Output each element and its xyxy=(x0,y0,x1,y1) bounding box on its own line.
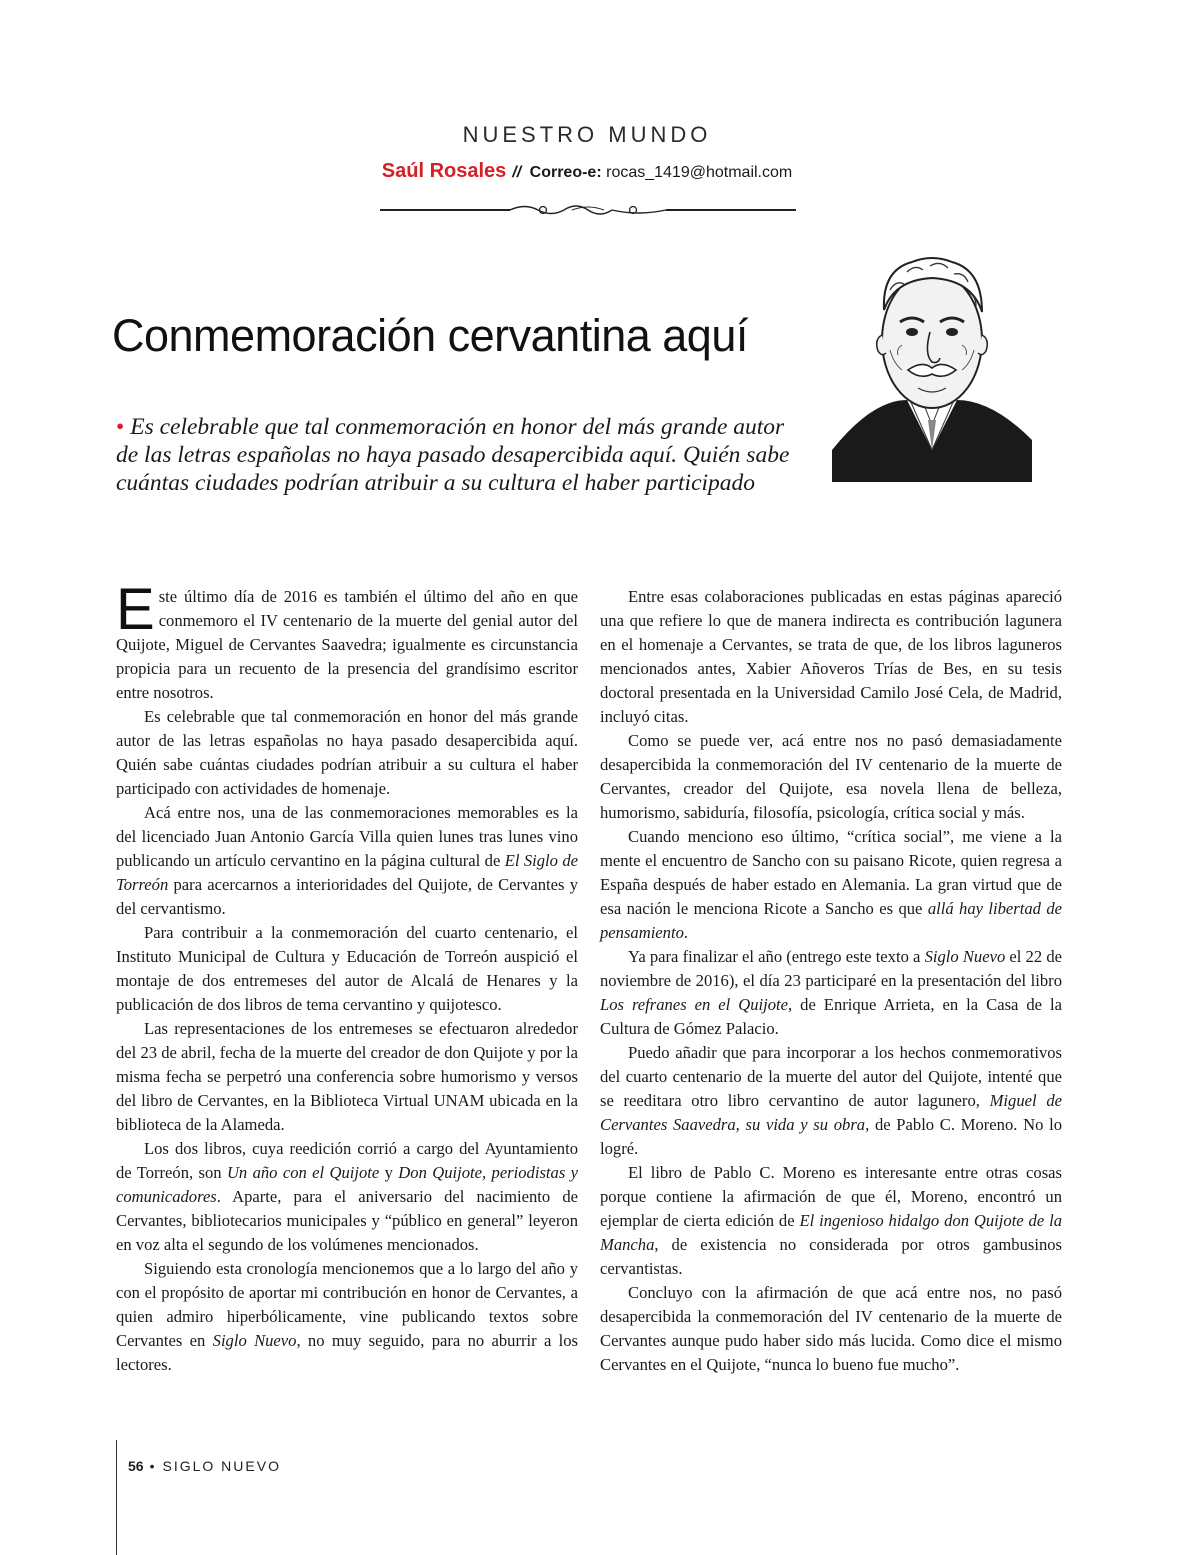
bullet-icon: • xyxy=(116,414,125,440)
paragraph-text: Ya para finalizar el año (entrego este texto a xyxy=(628,947,925,966)
email-label: Correo-e: xyxy=(529,164,602,181)
book-title: El ingenioso hidalgo don Quijote de la Mancha xyxy=(600,1211,1063,1254)
quote-text: allá hay libertad de pensamiento xyxy=(600,899,1062,942)
author-name: Saúl Rosales xyxy=(381,160,507,182)
paragraph-text: Los dos libros, cuya reedición corrió a cargo del Ayuntamiento de Torreón, son xyxy=(116,1139,578,1182)
drop-cap: E xyxy=(116,577,155,642)
book-title: Los refranes en el Quijote xyxy=(600,995,789,1014)
paragraph-text: . xyxy=(683,923,689,942)
paragraph xyxy=(116,1257,578,1377)
ornament-divider-icon xyxy=(380,200,796,220)
paragraph-text: Acá entre nos, una de las conmemoraciones memorables es la del licenciado Juan Antonio García Villa quien lunes tras lunes vino publicando un artículo cervantino en la página cultural de xyxy=(116,803,578,870)
paragraph: Para contribuir a la conmemoración del cuarto centenario, el Instituto Municipal de Cultura y Educación de Torreón auspició el montaje de dos entremeses del autor de Alcalá de Henares y la publicación de dos libros de tema cervantino y quijotesco. xyxy=(116,923,578,1014)
page-number: 56 xyxy=(128,1458,144,1474)
paragraph-text: , de existencia no considerada por otros gambusinos cervantistas. xyxy=(600,1235,1062,1278)
publication-title: El Siglo de Torreón xyxy=(116,851,578,894)
article-column-2 xyxy=(600,585,1062,1377)
paragraph xyxy=(600,945,1062,1041)
paragraph xyxy=(116,801,578,921)
article-column-1 xyxy=(116,577,578,1377)
book-title: Miguel de Cervantes Saavedra, su vida y su obra xyxy=(600,1091,1062,1134)
magazine-name: SIGLO NUEVO xyxy=(162,1458,281,1474)
lead-text: Es celebrable que tal conmemoración en honor del más grande autor de las letras españolas no haya pasado desapercibida aquí. Quién sabe cuántas ciudades podrían atribuir a su cultura el haber participado xyxy=(116,414,790,496)
paragraph-text: el 22 de noviembre de 2016), el día 23 participaré en la presentación del libro xyxy=(600,947,1062,990)
paragraph xyxy=(600,825,1062,945)
footer-rule xyxy=(116,1440,117,1555)
paragraph xyxy=(116,577,578,705)
publication-title: Siglo Nuevo xyxy=(212,1331,297,1350)
book-title: Don Quijote, periodistas y comunicadores xyxy=(116,1163,578,1206)
page-folio xyxy=(128,1458,281,1474)
paragraph-text: , de Pablo C. Moreno. No lo logré. xyxy=(600,1115,1062,1158)
paragraph-text: y xyxy=(379,1163,399,1182)
folio-dot: • xyxy=(149,1458,157,1474)
byline-separator: // xyxy=(512,164,522,181)
author-portrait-illustration xyxy=(832,250,1032,482)
section-title: NUESTRO MUNDO xyxy=(462,122,712,147)
paragraph-text: , de Enrique Arrieta, en la Casa de la Cultura de Gómez Palacio. xyxy=(600,995,1062,1038)
paragraph: Como se puede ver, acá entre nos no pasó demasiadamente desapercibida la conmemoración del IV centenario de la muerte de Cervantes, creador del Quijote, esa novela llena de belleza, humorismo, sabiduría, filosofía, psicología, crítica social y más. xyxy=(600,731,1062,822)
paragraph xyxy=(116,1137,578,1257)
author-email: rocas_1419@hotmail.com xyxy=(606,164,793,181)
byline xyxy=(0,160,1174,183)
book-title: Un año con el Quijote xyxy=(226,1163,380,1182)
paragraph: Es celebrable que tal conmemoración en honor del más grande autor de las letras españolas no haya pasado desapercibida aquí. Quién sabe cuántas ciudades podrían atribuir a su cultura el haber participado con actividades de homenaje. xyxy=(116,707,578,798)
paragraph: Concluyo con la afirmación de que acá entre nos, no pasó desapercibida la conmemoración del IV centenario de la muerte de Cervantes aunque pudo haber sido más lucida. Como dice el mismo Cervantes en el Quijote, “nunca lo bueno fue mucho”. xyxy=(600,1283,1062,1374)
paragraph-text: , no muy seguido, para no aburrir a los lectores. xyxy=(116,1331,578,1374)
article-lead xyxy=(116,413,806,497)
paragraph-text: para acercarnos a interioridades del Quijote, de Cervantes y del cervantismo. xyxy=(116,875,578,918)
paragraph-text: . Aparte, para el aniversario del nacimiento de Cervantes, bibliotecarios municipales y “público en general” leyeron en voz alta el segundo de los volúmenes mencionados. xyxy=(116,1187,578,1254)
paragraph: Las representaciones de los entremeses se efectuaron alrededor del 23 de abril, fecha de la muerte del creador de don Quijote y por la misma fecha se perpetró una conferencia sobre humorismo y versos del libro de Cervantes, en la Biblioteca Virtual UNAM ubicada en la biblioteca de la Alameda. xyxy=(116,1019,578,1134)
paragraph: Entre esas colaboraciones publicadas en estas páginas apareció una que refiere lo que de manera indirecta es contribución lagunera en el homenaje a Cervantes, se trata de que, de los libros laguneros mencionados antes, Xabier Añoveros Trías de Bes, en su tesis doctoral presentada en la Universidad Camilo José Cela, de Madrid, incluyó citas. xyxy=(600,587,1062,726)
paragraph-text: Cuando menciono eso último, “crítica social”, me viene a la mente el encuentro de Sancho con su paisano Ricote, quien regresa a España después de haber estado en Alemania. La gran virtud que de esa nación le menciona Ricote a Sancho es que xyxy=(600,827,1062,918)
article-title: Conmemoración cervantina aquí xyxy=(112,310,748,361)
paragraph xyxy=(600,1041,1062,1161)
paragraph-text: El libro de Pablo C. Moreno es interesante entre otras cosas porque contiene la afirmación de que él, Moreno, encontró un ejemplar de cierta edición de xyxy=(600,1163,1062,1230)
publication-title: Siglo Nuevo xyxy=(924,947,1006,966)
paragraph-text: Siguiendo esta cronología mencionemos que a lo largo del año y con el propósito de aportar mi contribución en honor de Cervantes, a quien admiro hiperbólicamente, vine publicando textos sobre Cervantes en xyxy=(116,1259,578,1350)
paragraph-text: Puedo añadir que para incorporar a los hechos conmemorativos del cuarto centenario de la muerte del autor del Quijote, intenté que se reeditara otro libro cervantino de autor lagunero, xyxy=(600,1043,1062,1110)
paragraph-text: ste último día de 2016 es también el último del año en que conmemoro el IV centenario de la muerte del genial autor del Quijote, Miguel de Cervantes Saavedra; igualmente es circunstancia propicia para un recuento de la presencia del grandísimo escritor entre nosotros. xyxy=(116,587,578,702)
paragraph xyxy=(600,1161,1062,1281)
